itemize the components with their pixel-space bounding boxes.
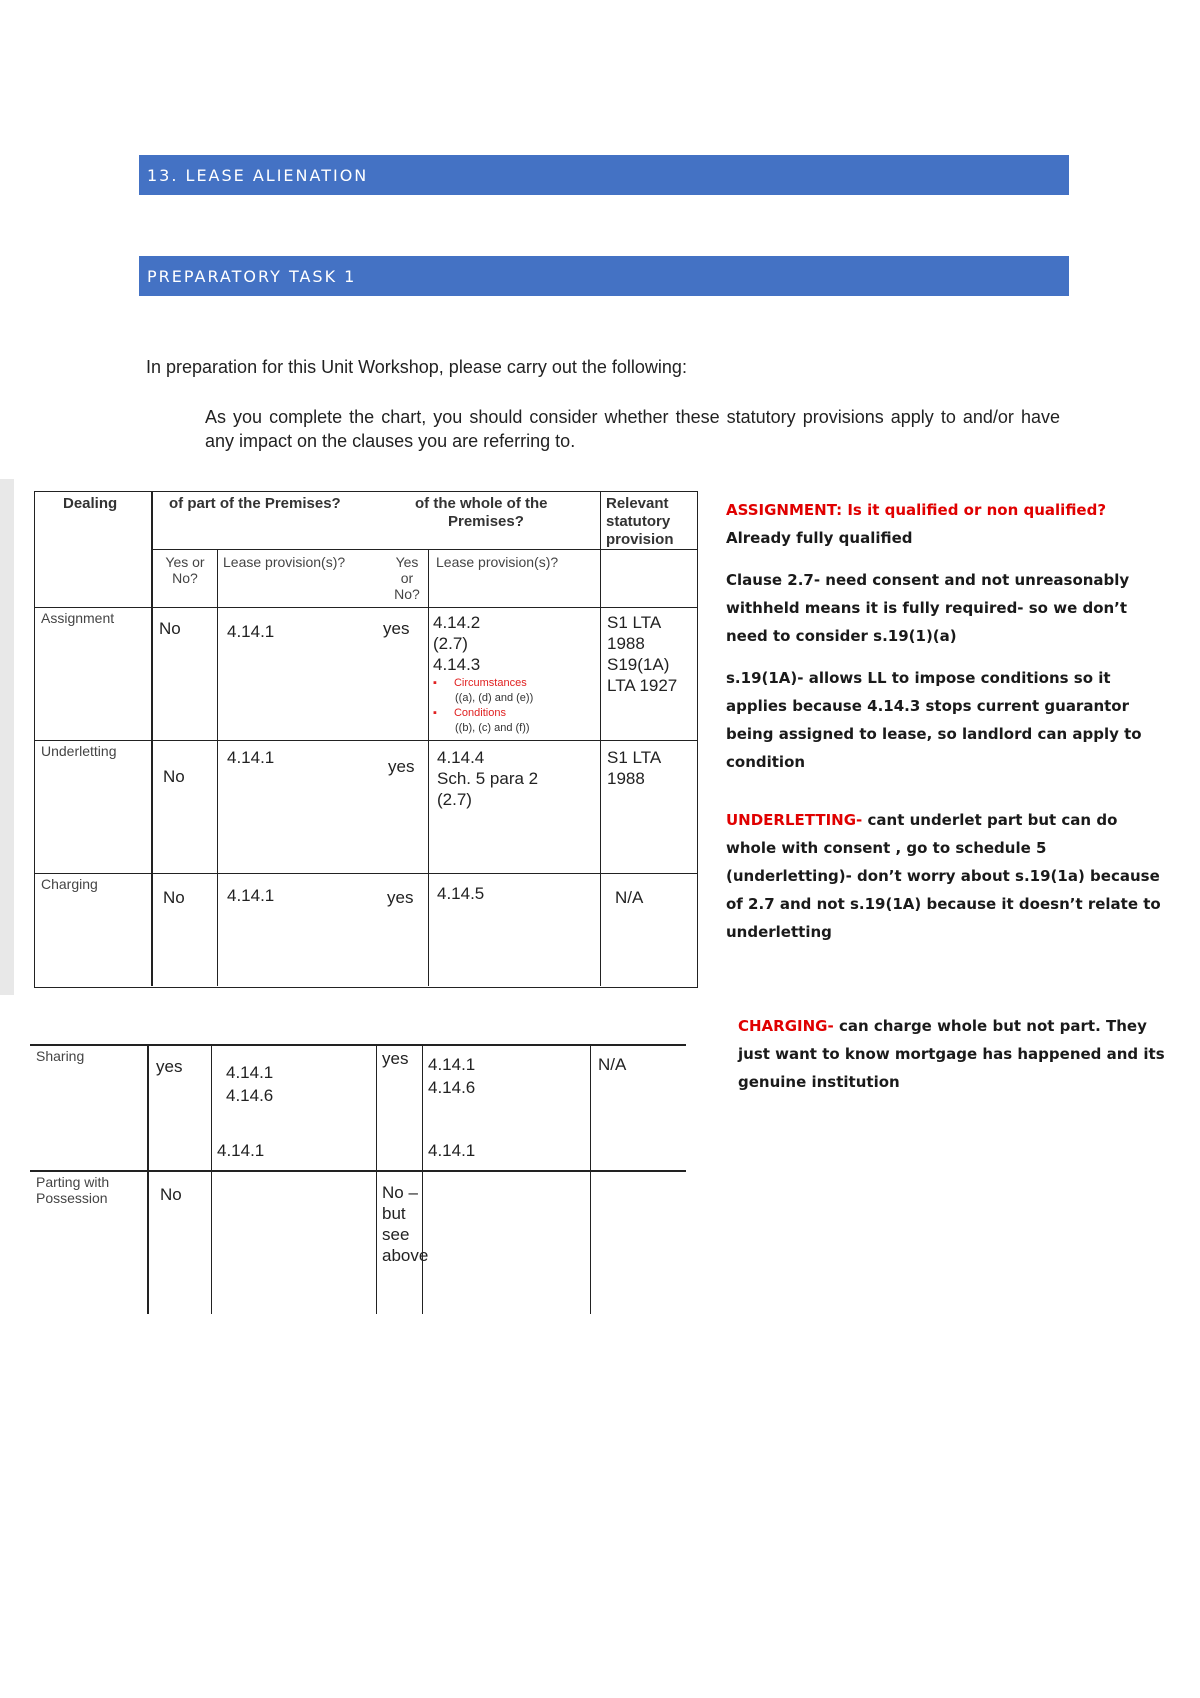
left-margin-rule	[0, 479, 14, 995]
intro-text: In preparation for this Unit Workshop, please carry out the following:	[146, 357, 687, 377]
row-underletting-part-lease: 4.14.1	[227, 748, 275, 767]
notes-panel	[726, 496, 1166, 776]
header-yes-no-whole: Yes or No?	[394, 554, 420, 602]
row-assignment-dealing: Assignment	[41, 610, 115, 626]
row-assignment-bullet-1-detail: ((a), (d) and (e))	[455, 692, 534, 704]
underletting-note-text: cant underlet part but can do whole with consent , go to schedule 5 (underletting)- don’t worry about s.19(1a) because of 2.7 and not s.19(1A) because it doesn’t relate to underletting	[726, 811, 1161, 941]
row-sharing-whole-yn: yes	[382, 1049, 409, 1068]
task-heading: PREPARATORY TASK 1	[147, 267, 357, 286]
header-whole-2: Premises?	[448, 513, 524, 530]
row-sharing-whole-lease-2: 4.14.6	[428, 1078, 476, 1097]
clause-27-note: Clause 2.7- need consent and not unreasonably withheld means it is fully required- so we don’t need to consider s.19(1)(a)	[726, 571, 1130, 645]
row-assignment-statute: S1 LTA 1988 S19(1A) LTA 1927	[607, 613, 678, 695]
row-charging-dealing: Charging	[41, 876, 98, 892]
charging-note	[738, 1012, 1178, 1096]
row-charging-statute: N/A	[615, 888, 644, 907]
row-sharing-whole-lease-1: 4.14.1	[428, 1055, 476, 1074]
underletting-note-label: UNDERLETTING-	[726, 811, 863, 829]
alienation-table	[34, 491, 698, 988]
header-whole-1: of the whole of the	[415, 495, 548, 512]
assignment-note-line: Already fully qualified	[726, 529, 913, 547]
conditions-label: Conditions	[453, 707, 506, 719]
row-assignment-bullet-2-detail: ((b), (c) and (f))	[455, 722, 530, 734]
row-charging-whole-lease: 4.14.5	[437, 884, 485, 903]
row-assignment-whole-yn: yes	[383, 619, 410, 638]
charging-note-text: can charge whole but not part. They just want to know mortgage has happened and its genuine institution	[738, 1017, 1165, 1091]
bullet-marker: ▪	[433, 677, 437, 689]
s19-note: s.19(1A)- allows LL to impose conditions so it applies because 4.14.3 stops current guarantor being assigned to lease, so landlord can apply to condition	[726, 669, 1142, 771]
header-lease-part: Lease provision(s)?	[223, 554, 346, 570]
row-charging-part-lease: 4.14.1	[227, 886, 275, 905]
row-sharing-dealing: Sharing	[36, 1048, 85, 1064]
underletting-note	[726, 806, 1166, 941]
row-underletting-whole-lease-3: (2.7)	[437, 790, 472, 809]
section-heading: 13. LEASE ALIENATION	[147, 166, 369, 185]
row-assignment-whole-lease-3: 4.14.3	[433, 655, 481, 674]
assignment-note-heading: ASSIGNMENT: Is it qualified or non qualified?	[726, 501, 1107, 519]
row-assignment-part-lease: 4.14.1	[227, 622, 275, 641]
row-parting-part-yn: No	[160, 1185, 182, 1204]
header-part: of part of the Premises?	[169, 495, 341, 512]
row-underletting-whole-yn: yes	[388, 757, 415, 776]
row-sharing-statute: N/A	[598, 1055, 627, 1074]
row-charging-part-yn: No	[163, 888, 185, 907]
row-underletting-whole-lease-1: 4.14.4	[437, 748, 485, 767]
row-sharing-part-lease-1: 4.14.1	[226, 1063, 274, 1082]
section-heading-bar	[139, 155, 1069, 195]
row-underletting-statute: S1 LTA 1988	[607, 748, 661, 788]
row-parting-dealing: Parting with Possession	[36, 1174, 110, 1206]
row-underletting-dealing: Underletting	[41, 743, 117, 759]
header-relevant: Relevant statutory provision	[606, 495, 674, 548]
row-assignment-whole-lease-2: (2.7)	[433, 634, 468, 653]
row-parting-whole-yn: No – but see above	[382, 1183, 429, 1265]
row-sharing-whole-lease-3: 4.14.1	[428, 1141, 476, 1160]
instruction-text: As you complete the chart, you should consider whether these statutory provisions apply to and/or have any impact on the clauses you are referring to.	[205, 407, 1060, 451]
header-yes-no-part: Yes or No?	[165, 554, 205, 586]
row-assignment-bullet-2	[433, 706, 506, 720]
charging-note-label: CHARGING-	[738, 1017, 834, 1035]
row-sharing-part-lease-2: 4.14.6	[226, 1086, 274, 1105]
row-charging-whole-yn: yes	[387, 888, 414, 907]
header-lease-whole: Lease provision(s)?	[436, 554, 559, 570]
row-underletting-part-yn: No	[163, 767, 185, 786]
row-sharing-part-yn: yes	[156, 1057, 183, 1076]
row-assignment-part-yn: No	[159, 619, 181, 638]
header-dealing: Dealing	[63, 495, 118, 512]
task-heading-bar	[139, 256, 1069, 296]
row-underletting-whole-lease-2: Sch. 5 para 2	[437, 769, 539, 788]
circumstances-label: Circumstances	[453, 677, 527, 689]
continued-table	[30, 1044, 686, 1314]
row-assignment-bullet-1	[433, 676, 527, 690]
bullet-marker: ▪	[433, 707, 437, 719]
row-assignment-whole-lease-1: 4.14.2	[433, 613, 481, 632]
row-sharing-part-lease-3: 4.14.1	[217, 1141, 265, 1160]
